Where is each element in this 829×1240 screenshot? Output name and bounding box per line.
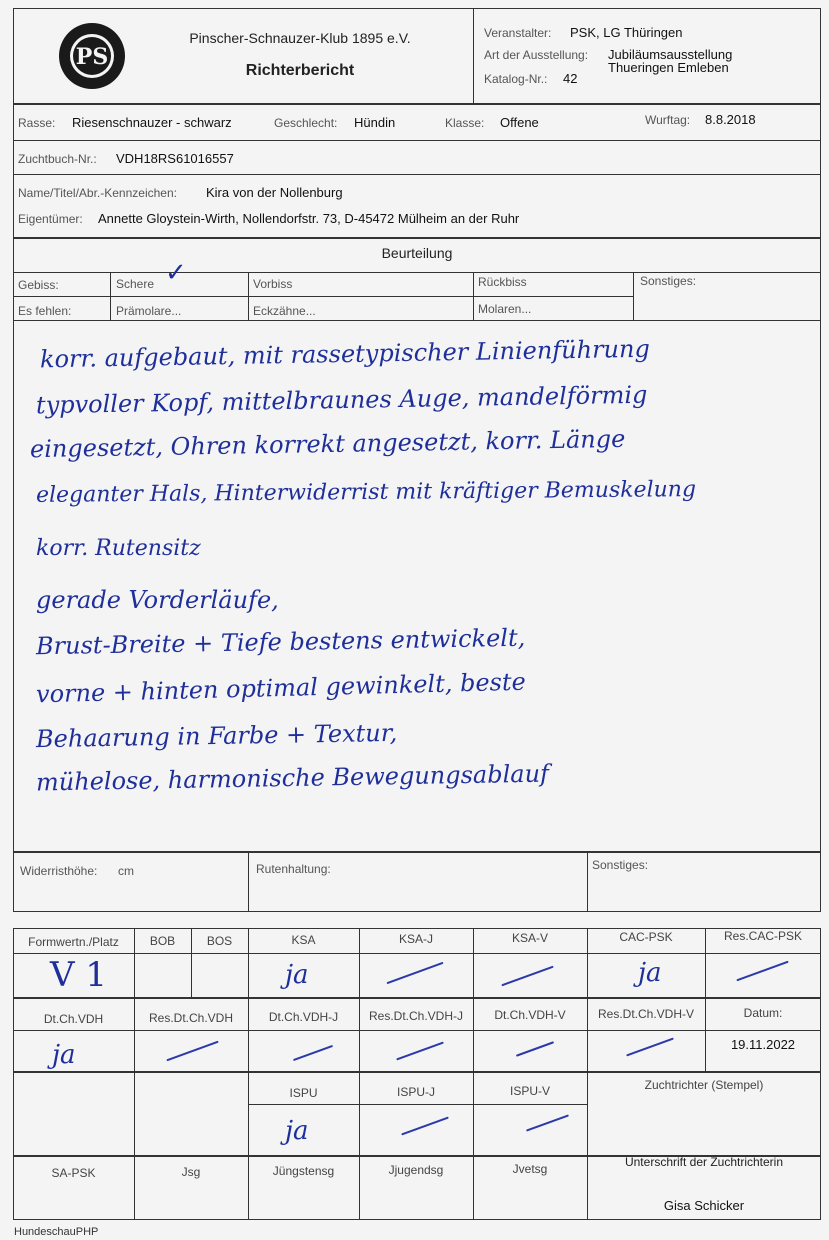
stamp-label: Zuchtrichter (Stempel) [644,1078,764,1092]
teeth-mid-line [13,296,633,297]
h-jvetsg: Jvetsg [512,1162,548,1176]
signature-label: Unterschrift der Zuchtrichterin [624,1155,784,1169]
ispu-value: ja [285,1116,309,1146]
h-bob: BOB [149,934,176,948]
studbook-label: Zuchtbuch-Nr.: [18,152,97,166]
organizer-label: Veranstalter: [484,26,552,40]
sex-label: Geschlecht: [274,116,338,130]
cac-value: ja [638,958,662,988]
h-sa-psk: SA-PSK [51,1166,96,1180]
h-ispu: ISPU [289,1086,318,1100]
report-line-9: Behaarung in Farbe + Textur, [35,718,398,754]
show-type-value: Jubiläumsausstellung [608,47,733,62]
header-divider [473,8,474,104]
teeth-overbite: Vorbiss [253,277,293,291]
h-res-dtch-v: Res.Dt.Ch.VDH-V [597,1007,695,1021]
report-line-4: eleganter Hals, Hinterwiderrist mit kräftiger Bemuskelung [35,477,697,508]
r2-col [134,998,135,1072]
h-ispu-v: ISPU-V [509,1084,550,1098]
measurements-box [13,852,821,912]
h-cac: CAC-PSK [619,930,673,944]
report-line-6: gerade Vorderläufe, [36,586,279,614]
breed-value: Riesenschnauzer - schwarz [72,115,232,130]
teeth-bottom-line [13,320,821,321]
owner-label: Eigentümer: [18,212,83,226]
report-line-2: typvoller Kopf, mittelbraunes Auge, mandelförmig [35,380,648,420]
owner-value: Annette Gloystein-Wirth, Nollendorfstr. 73, D-45472 Mülheim an der Ruhr [98,211,520,226]
r3-col [134,1072,135,1156]
dog-divider-2 [13,174,821,175]
measure-col-2 [587,852,588,912]
teeth-canines: Eckzähne... [253,304,316,318]
name-label: Name/Titel/Abr.-Kennzeichen: [18,186,177,200]
catalog-value: 42 [563,71,578,86]
h-ksa: KSA [291,933,316,947]
show-type-value-line2: Thueringen Emleben [608,60,729,75]
report-line-8: vorne + hinten optimal gewinkelt, beste [35,667,527,709]
page-title: Richterbericht [245,62,355,79]
measure-col-1 [248,852,249,912]
report-line-5: korr. Rutensitz [36,536,201,561]
h-res-dtch-j: Res.Dt.Ch.VDH-J [368,1009,463,1023]
breed-label: Rasse: [18,116,56,130]
grade-value: V 1 [50,955,107,995]
teeth-bite-label: Gebiss: [18,278,59,292]
h-jjugendsg: Jjugendsg [388,1163,444,1177]
tail-label: Rutenhaltung: [256,862,331,876]
studbook-value: VDH18RS61016557 [116,151,234,166]
h-bos: BOS [206,934,233,948]
teeth-underbite: Rückbiss [478,275,527,289]
h-dtch: Dt.Ch.VDH [43,1012,104,1026]
h-juengstensg: Jüngstensg [272,1164,335,1178]
height-label: Widerristhöhe: [20,864,98,878]
h-dtch-v: Dt.Ch.VDH-V [494,1008,566,1022]
svg-text:PS: PS [75,44,109,70]
h-formwert: Formwertn./Platz [28,935,119,949]
h-ispu-j: ISPU-J [396,1085,435,1099]
teeth-molars: Molaren... [478,302,532,316]
measure-other-label: Sonstiges: [592,858,649,872]
show-type-label: Art der Ausstellung: [484,48,589,62]
teeth-top-line [13,272,821,273]
birth-value: 8.8.2018 [705,112,756,127]
report-line-1: korr. aufgebaut, mit rassetypischer Linienführung [39,334,651,374]
scissor-check: ✓ [165,258,187,288]
h-date: Datum: [743,1006,783,1020]
teeth-col-1 [110,272,111,320]
date-value: 19.11.2022 [730,1037,796,1052]
h-res-dtch: Res.Dt.Ch.VDH [148,1011,234,1025]
organizer-value: PSK, LG Thüringen [570,25,683,40]
dog-divider-1 [13,140,821,141]
results3-header-line [248,1104,587,1105]
dtch-value: ja [52,1040,76,1070]
h-jsg: Jsg [181,1165,201,1179]
name-value: Kira von der Nollenburg [206,185,343,200]
club-logo [58,22,126,90]
assessment-title: Beurteilung [381,245,453,261]
sex-value: Hündin [354,115,396,130]
r3-col [248,1072,249,1156]
catalog-label: Katalog-Nr.: [484,72,548,86]
h-dtch-j: Dt.Ch.VDH-J [268,1010,339,1024]
teeth-scissor: Schere [116,277,155,291]
club-name: Pinscher-Schnauzer-Klub 1895 e.V. [189,30,411,46]
report-line-10: mühelose, harmonische Bewegungsablauf [35,759,550,797]
report-line-7: Brust-Breite + Tiefe bestens entwickelt, [35,623,526,661]
software-footer: HundeschauPHP [14,1226,99,1238]
teeth-missing-label: Es fehlen: [18,304,72,318]
teeth-col-2 [248,272,249,320]
class-value: Offene [500,115,539,130]
class-label: Klasse: [445,116,485,130]
h-ksa-j: KSA-J [398,932,433,946]
judge-name: Gisa Schicker [663,1198,745,1213]
birth-label: Wurftag: [645,113,691,127]
h-ksa-v: KSA-V [511,931,548,945]
height-unit: cm [118,864,134,878]
teeth-col-4 [633,272,634,320]
teeth-premolars: Prämolare... [116,304,182,318]
h-rescac: Res.CAC-PSK [723,929,803,943]
ksa-value: ja [285,960,309,990]
teeth-col-3 [473,272,474,320]
teeth-other: Sonstiges: [640,274,697,288]
report-line-3: eingesetzt, Ohren korrekt angesetzt, korr. Länge [29,424,626,464]
